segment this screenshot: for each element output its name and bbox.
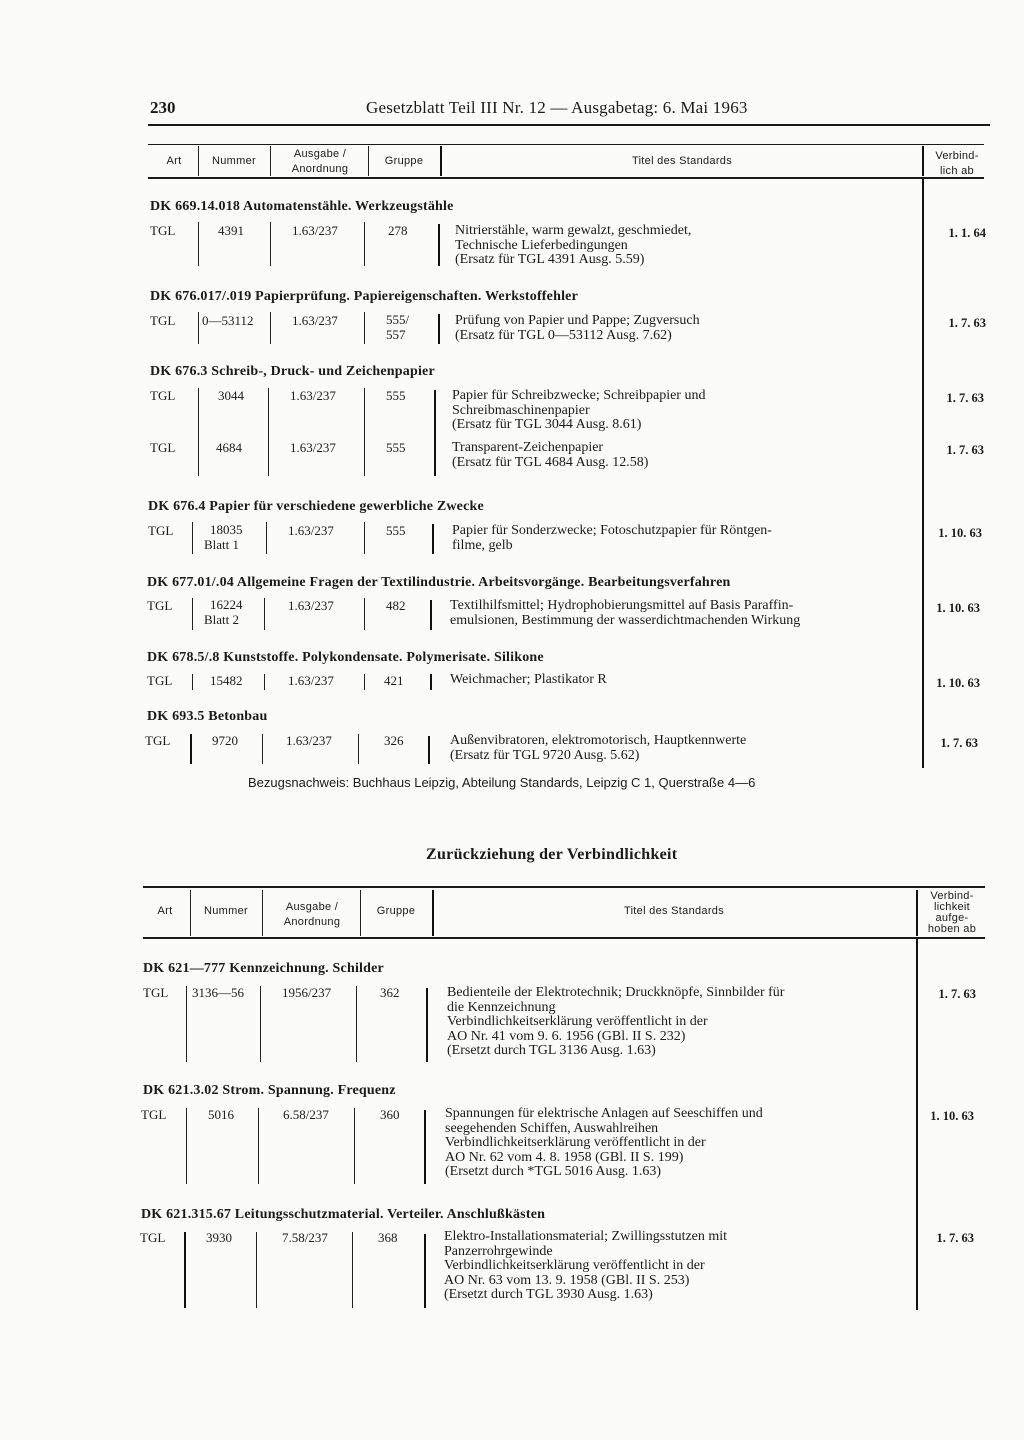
section-title: DK 678.5/.8 Kunststoffe. Polykondensate. Polymerisate. Silikone	[147, 650, 544, 665]
col-divider	[192, 522, 193, 554]
table1-top-rule	[148, 144, 984, 145]
titel-line: (Ersatz für TGL 4391 Ausg. 5.59)	[455, 252, 645, 268]
col-divider	[364, 522, 365, 554]
cell-datum: 1. 10. 63	[936, 601, 980, 615]
table1-header-bottom-rule	[148, 177, 984, 179]
col-divider	[364, 312, 365, 344]
cell-ausgabe: 1.63/237	[292, 223, 338, 238]
cell-art: TGL	[150, 313, 176, 328]
titel-line: Schreibmaschinenpapier	[452, 402, 590, 418]
table1-head-gruppe: Gruppe	[384, 155, 424, 167]
titel-line: (Ersatz für TGL 3044 Ausg. 8.61)	[452, 417, 642, 433]
table2-head-titel: Titel des Standards	[623, 905, 725, 917]
section-title: DK 621.3.02 Strom. Spannung. Frequenz	[143, 1083, 396, 1098]
cell-titel	[452, 441, 648, 470]
col-divider	[262, 734, 263, 764]
cell-nummer: 3044	[218, 388, 244, 403]
col-divider	[364, 222, 365, 266]
cell-datum: 1. 10. 63	[938, 526, 982, 540]
table2-head-datum-line: Verbind-	[930, 890, 974, 902]
cell-art: TGL	[150, 440, 176, 455]
col-divider	[266, 522, 267, 554]
cell-gruppe: 278	[388, 223, 408, 238]
cell-gruppe: 362	[380, 985, 400, 1000]
titel-line: Panzerrohrgewinde	[444, 1243, 553, 1259]
cell-nummer: 4391	[218, 223, 244, 238]
table2-head-divider	[190, 890, 191, 936]
cell-datum: 1. 7. 63	[948, 316, 986, 330]
table1-head-art: Art	[166, 155, 182, 167]
titel-line: AO Nr. 63 vom 13. 9. 1958 (GBl. II S. 253)	[444, 1272, 690, 1288]
table1-head-divider	[198, 146, 199, 176]
nummer-line: Blatt 2	[204, 611, 240, 627]
section-title: DK 669.14.018 Automatenstähle. Werkzeugstähle	[150, 199, 454, 214]
cell-datum: 1. 10. 63	[930, 1109, 974, 1123]
titel-line: (Ersatz für TGL 4684 Ausg. 12.58)	[452, 454, 649, 470]
cell-titel	[450, 734, 746, 763]
col-divider	[438, 224, 440, 266]
col-divider	[432, 524, 434, 554]
titel-line: Verbindlichkeitserklärung veröffentlicht in der	[447, 1014, 708, 1030]
table2-head-ausgabe-line1: Ausgabe /	[285, 901, 339, 913]
cell-gruppe: 555	[386, 523, 406, 538]
col-divider	[264, 598, 265, 630]
col-divider	[354, 1108, 355, 1184]
titel-line: (Ersetzt durch TGL 3136 Ausg. 1.63)	[447, 1043, 656, 1059]
cell-gruppe: 368	[378, 1230, 398, 1245]
gruppe-line: 557	[386, 326, 406, 342]
cell-titel	[444, 1230, 727, 1303]
cell-titel	[445, 1107, 763, 1180]
cell-gruppe: 360	[380, 1107, 400, 1122]
cell-art: TGL	[150, 223, 176, 238]
cell-nummer: 0—53112	[202, 313, 254, 328]
titel-line: Verbindlichkeitserklärung veröffentlicht in der	[444, 1258, 705, 1274]
cell-ausgabe: 1.63/237	[290, 388, 336, 403]
col-divider	[198, 222, 199, 266]
table2-head-art: Art	[157, 905, 173, 917]
cell-ausgabe: 7.58/237	[282, 1230, 328, 1245]
table2-head-divider	[916, 890, 918, 936]
table2-head-nummer: Nummer	[204, 905, 248, 917]
cell-ausgabe: 1.63/237	[288, 523, 334, 538]
col-divider	[434, 390, 436, 476]
titel-line: AO Nr. 41 vom 9. 6. 1956 (GBl. II S. 232)	[447, 1028, 686, 1044]
cell-ausgabe: 1956/237	[282, 985, 332, 1000]
cell-art: TGL	[140, 1230, 166, 1245]
section-title: DK 676.3 Schreib-, Druck- und Zeichenpapier	[150, 364, 435, 379]
col-divider	[198, 312, 199, 344]
titel-line: Spannungen für elektrische Anlagen auf Seeschiffen und	[445, 1106, 763, 1121]
cell-art: TGL	[147, 598, 173, 613]
titel-line: (Ersatz für TGL 0—53112 Ausg. 7.62)	[455, 327, 672, 343]
col-divider	[192, 598, 193, 630]
cell-datum: 1. 7. 63	[946, 443, 984, 457]
col-divider	[364, 388, 365, 476]
titel-line: Weichmacher; Plastikator R	[450, 672, 607, 687]
section-heading: Zurückziehung der Verbindlichkeit	[426, 846, 678, 863]
page-number: 230	[150, 98, 176, 117]
table2-head-gruppe: Gruppe	[376, 905, 416, 917]
col-divider	[358, 734, 359, 764]
titel-line: Außenvibratoren, elektromotorisch, Hauptkennwerte	[450, 733, 747, 748]
cell-titel	[452, 524, 772, 553]
col-divider	[364, 674, 365, 690]
table2-head-datum-line: hoben ab	[927, 923, 977, 935]
titel-line: AO Nr. 62 vom 4. 8. 1958 (GBl. II S. 199)	[445, 1149, 684, 1165]
col-divider	[270, 312, 271, 344]
cell-art: TGL	[148, 523, 174, 538]
table2-head-datum	[920, 891, 984, 935]
cell-nummer: 9720	[212, 733, 238, 748]
titel-line: Prüfung von Papier und Pappe; Zugversuch	[455, 313, 700, 328]
cell-art: TGL	[147, 673, 173, 688]
table2-head-divider	[262, 890, 263, 936]
cell-ausgabe: 1.63/237	[290, 440, 336, 455]
cell-ausgabe: 1.63/237	[288, 673, 334, 688]
cell-nummer: 4684	[216, 440, 242, 455]
cell-datum: 1. 10. 63	[936, 676, 980, 690]
cell-titel	[450, 599, 800, 628]
titel-line: Nitrierstähle, warm gewalzt, geschmiedet,	[455, 223, 692, 238]
col-divider	[258, 1108, 259, 1184]
cell-gruppe: 555	[386, 440, 406, 455]
cell-nummer: 5016	[208, 1107, 234, 1122]
cell-datum: 1. 7. 63	[938, 987, 976, 1001]
table1-head-divider	[368, 146, 369, 176]
cell-datum: 1. 7. 63	[940, 736, 978, 750]
cell-datum: 1. 7. 63	[946, 391, 984, 405]
titel-line: Bedienteile der Elektrotechnik; Druckknöpfe, Sinnbilder für	[447, 985, 785, 1000]
cell-gruppe: 482	[386, 598, 406, 613]
cell-nummer: 3930	[206, 1230, 232, 1245]
col-divider	[364, 598, 365, 630]
cell-gruppe: 421	[384, 673, 404, 688]
titel-line: Elektro-Installationsmaterial; Zwillingsstutzen mit	[444, 1229, 728, 1244]
table1-head-nummer: Nummer	[212, 155, 256, 167]
cell-art: TGL	[143, 985, 169, 1000]
col-divider	[424, 1110, 426, 1184]
cell-titel	[455, 314, 700, 343]
titel-line: Papier für Sonderzwecke; Fotoschutzpapier für Röntgen-	[452, 523, 772, 538]
cell-titel	[455, 224, 691, 268]
titel-line: (Ersatz für TGL 9720 Ausg. 5.62)	[450, 747, 640, 763]
cell-art: TGL	[150, 388, 176, 403]
titel-line: filme, gelb	[452, 537, 513, 553]
nummer-line: 18035	[210, 522, 243, 537]
titel-line: (Ersetzt durch *TGL 5016 Ausg. 1.63)	[445, 1164, 662, 1180]
col-divider	[356, 986, 357, 1062]
cell-datum: 1. 1. 64	[948, 226, 986, 240]
table2-head-datum-line: lichkeit	[933, 901, 971, 913]
cell-titel	[452, 389, 705, 433]
cell-art: TGL	[141, 1107, 167, 1122]
col-divider	[428, 736, 430, 764]
titel-line: emulsionen, Bestimmung der wasserdichtmachenden Wirkung	[450, 612, 801, 628]
reference-note: Bezugsnachweis: Buchhaus Leipzig, Abteilung Standards, Leipzig C 1, Querstraße 4—6	[248, 775, 756, 790]
table2-head-divider	[432, 890, 434, 936]
cell-art: TGL	[145, 733, 171, 748]
table1-head-divider	[440, 146, 442, 176]
col-divider	[426, 988, 428, 1062]
col-divider	[424, 1234, 426, 1308]
cell-gruppe	[386, 313, 409, 342]
titel-line: Verbindlichkeitserklärung veröffentlicht in der	[445, 1135, 706, 1151]
cell-ausgabe: 1.63/237	[292, 313, 338, 328]
cell-titel	[447, 986, 784, 1059]
section-title: DK 676.017/.019 Papierprüfung. Papiereigenschaften. Werkstoffehler	[150, 289, 578, 304]
table2-header-bottom-rule	[143, 937, 985, 939]
table1-head-divider	[270, 146, 271, 176]
titel-line: Technische Lieferbedingungen	[455, 237, 628, 253]
table2-head-datum-line: aufge-	[935, 912, 969, 924]
table1-head-datum-line2: lich ab	[940, 164, 974, 177]
col-divider	[186, 1108, 187, 1184]
gruppe-line: 555/	[386, 312, 410, 327]
col-divider	[268, 388, 269, 476]
header-rule	[148, 124, 990, 126]
titel-line: Papier für Schreibzwecke; Schreibpapier und	[452, 388, 706, 403]
section-title: DK 677.01/.04 Allgemeine Fragen der Textilindustrie. Arbeitsvorgänge. Bearbeitungsverfahren	[147, 575, 731, 590]
table1-head-datum	[926, 149, 988, 178]
section-title: DK 621.315.67 Leitungsschutzmaterial. Verteiler. Anschlußkästen	[141, 1207, 546, 1222]
running-head: Gesetzblatt Teil III Nr. 12 — Ausgabetag: 6. Mai 1963	[366, 98, 748, 117]
table1-head-divider	[922, 146, 924, 176]
col-divider	[438, 314, 440, 344]
cell-titel	[450, 673, 607, 688]
nummer-line: 16224	[210, 597, 243, 612]
col-divider	[184, 1232, 186, 1308]
titel-line: Textilhilfsmittel; Hydrophobierungsmittel auf Basis Paraffin-	[450, 598, 794, 613]
table2-top-rule	[143, 886, 985, 888]
col-divider	[192, 674, 193, 690]
titel-line: die Kennzeichnung	[447, 999, 556, 1015]
col-divider	[190, 734, 192, 764]
table1-head-ausgabe	[272, 147, 368, 176]
col-divider	[186, 986, 187, 1062]
cell-ausgabe: 1.63/237	[286, 733, 332, 748]
cell-gruppe: 326	[384, 733, 404, 748]
titel-line: seegehenden Schiffen, Auswahlreihen	[445, 1120, 659, 1136]
cell-datum: 1. 7. 63	[936, 1231, 974, 1245]
cell-gruppe: 555	[386, 388, 406, 403]
table1-head-datum-line1: Verbind-	[935, 150, 979, 162]
table2-head-ausgabe	[264, 900, 360, 929]
table2-head-divider	[360, 890, 361, 936]
section-title: DK 621—777 Kennzeichnung. Schilder	[143, 961, 384, 976]
col-divider	[430, 600, 432, 630]
cell-ausgabe: 6.58/237	[283, 1107, 329, 1122]
col-divider	[256, 1232, 257, 1308]
cell-nummer	[204, 523, 243, 552]
table1-head-ausgabe-line2: Anordnung	[291, 162, 349, 175]
titel-line: Transparent-Zeichenpapier	[452, 440, 604, 455]
table1-head-titel: Titel des Standards	[631, 155, 733, 167]
col-divider	[260, 986, 261, 1062]
col-divider	[264, 674, 265, 690]
section-title: DK 693.5 Betonbau	[147, 709, 268, 724]
col-divider	[270, 222, 271, 266]
col-divider	[198, 388, 199, 476]
col-divider	[352, 1232, 353, 1308]
cell-nummer: 15482	[210, 673, 243, 688]
cell-nummer: 3136—56	[192, 985, 244, 1000]
cell-ausgabe: 1.63/237	[288, 598, 334, 613]
table1-head-ausgabe-line1: Ausgabe /	[293, 148, 347, 160]
titel-line: (Ersetzt durch TGL 3930 Ausg. 1.63)	[444, 1287, 653, 1303]
cell-nummer	[204, 598, 243, 627]
col-divider	[430, 674, 432, 690]
table2-head-ausgabe-line2: Anordnung	[283, 915, 341, 928]
section-title: DK 676.4 Papier für verschiedene gewerbliche Zwecke	[148, 499, 484, 514]
nummer-line: Blatt 1	[204, 536, 240, 552]
